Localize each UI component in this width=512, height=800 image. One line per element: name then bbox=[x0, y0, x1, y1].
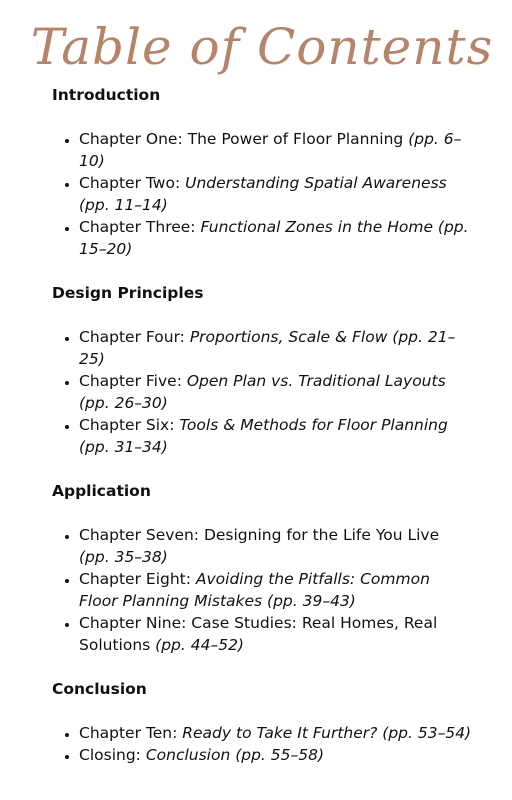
script-title bbox=[0, 0, 512, 84]
chapter-item bbox=[79, 568, 472, 612]
chapter-subtitle: Conclusion (pp. 55–58) bbox=[145, 746, 325, 764]
chapter-subtitle: Functional Zones in the Home (pp. 15–20) bbox=[79, 218, 469, 258]
chapter-item bbox=[79, 128, 472, 172]
chapter-label: Chapter Six: bbox=[79, 416, 180, 434]
page-title: Table of Contents bbox=[30, 18, 494, 76]
chapter-pages: (pp. 6–10) bbox=[79, 130, 462, 170]
chapter-label: Chapter Three: bbox=[79, 218, 201, 236]
chapter-subtitle: Proportions, Scale & Flow (pp. 21–25) bbox=[79, 328, 456, 368]
chapter-subtitle: Tools & Methods for Floor Planning (pp. 31–34) bbox=[79, 416, 448, 456]
chapter-item bbox=[79, 414, 472, 458]
chapter-label: Closing: bbox=[79, 746, 146, 764]
chapter-item bbox=[79, 216, 472, 260]
chapter-item bbox=[79, 370, 472, 414]
chapter-item bbox=[79, 172, 472, 216]
chapter-label: Chapter Five: bbox=[79, 372, 187, 390]
chapter-list-conclusion bbox=[52, 722, 472, 766]
chapter-label: Chapter Four: bbox=[79, 328, 190, 346]
chapter-subtitle: Open Plan vs. Traditional Layouts (pp. 26–30) bbox=[79, 372, 446, 412]
chapter-item bbox=[79, 722, 472, 744]
page-title-banner bbox=[0, 0, 512, 84]
chapter-subtitle: Avoiding the Pitfalls: Common Floor Planning Mistakes (pp. 39–43) bbox=[79, 570, 430, 610]
chapter-pages: (pp. 44–52) bbox=[155, 636, 244, 654]
section-heading-application: Application bbox=[52, 482, 151, 500]
section-heading-introduction: Introduction bbox=[52, 86, 161, 104]
chapter-label: Chapter Eight: bbox=[79, 570, 196, 588]
section-heading-conclusion: Conclusion bbox=[52, 680, 147, 698]
chapter-label: Chapter One: The Power of Floor Planning bbox=[79, 130, 409, 148]
toc-content bbox=[52, 84, 472, 788]
chapter-item bbox=[79, 326, 472, 370]
chapter-subtitle: Ready to Take It Further? (pp. 53–54) bbox=[182, 724, 472, 742]
chapter-list-application bbox=[52, 524, 472, 656]
chapter-label: Chapter Two: bbox=[79, 174, 186, 192]
chapter-pages: (pp. 35–38) bbox=[79, 548, 168, 566]
section-heading-design-principles: Design Principles bbox=[52, 284, 204, 302]
chapter-list-introduction bbox=[52, 128, 472, 260]
chapter-item bbox=[79, 744, 472, 766]
chapter-item bbox=[79, 612, 472, 656]
chapter-item bbox=[79, 524, 472, 568]
chapter-list-design-principles bbox=[52, 326, 472, 458]
chapter-label: Chapter Ten: bbox=[79, 724, 183, 742]
chapter-label: Chapter Seven: Designing for the Life You Live bbox=[79, 526, 440, 544]
chapter-label: Chapter Nine: Case Studies: Real Homes, Real Solutions bbox=[79, 614, 438, 654]
chapter-subtitle: Understanding Spatial Awareness (pp. 11–14) bbox=[79, 174, 447, 214]
